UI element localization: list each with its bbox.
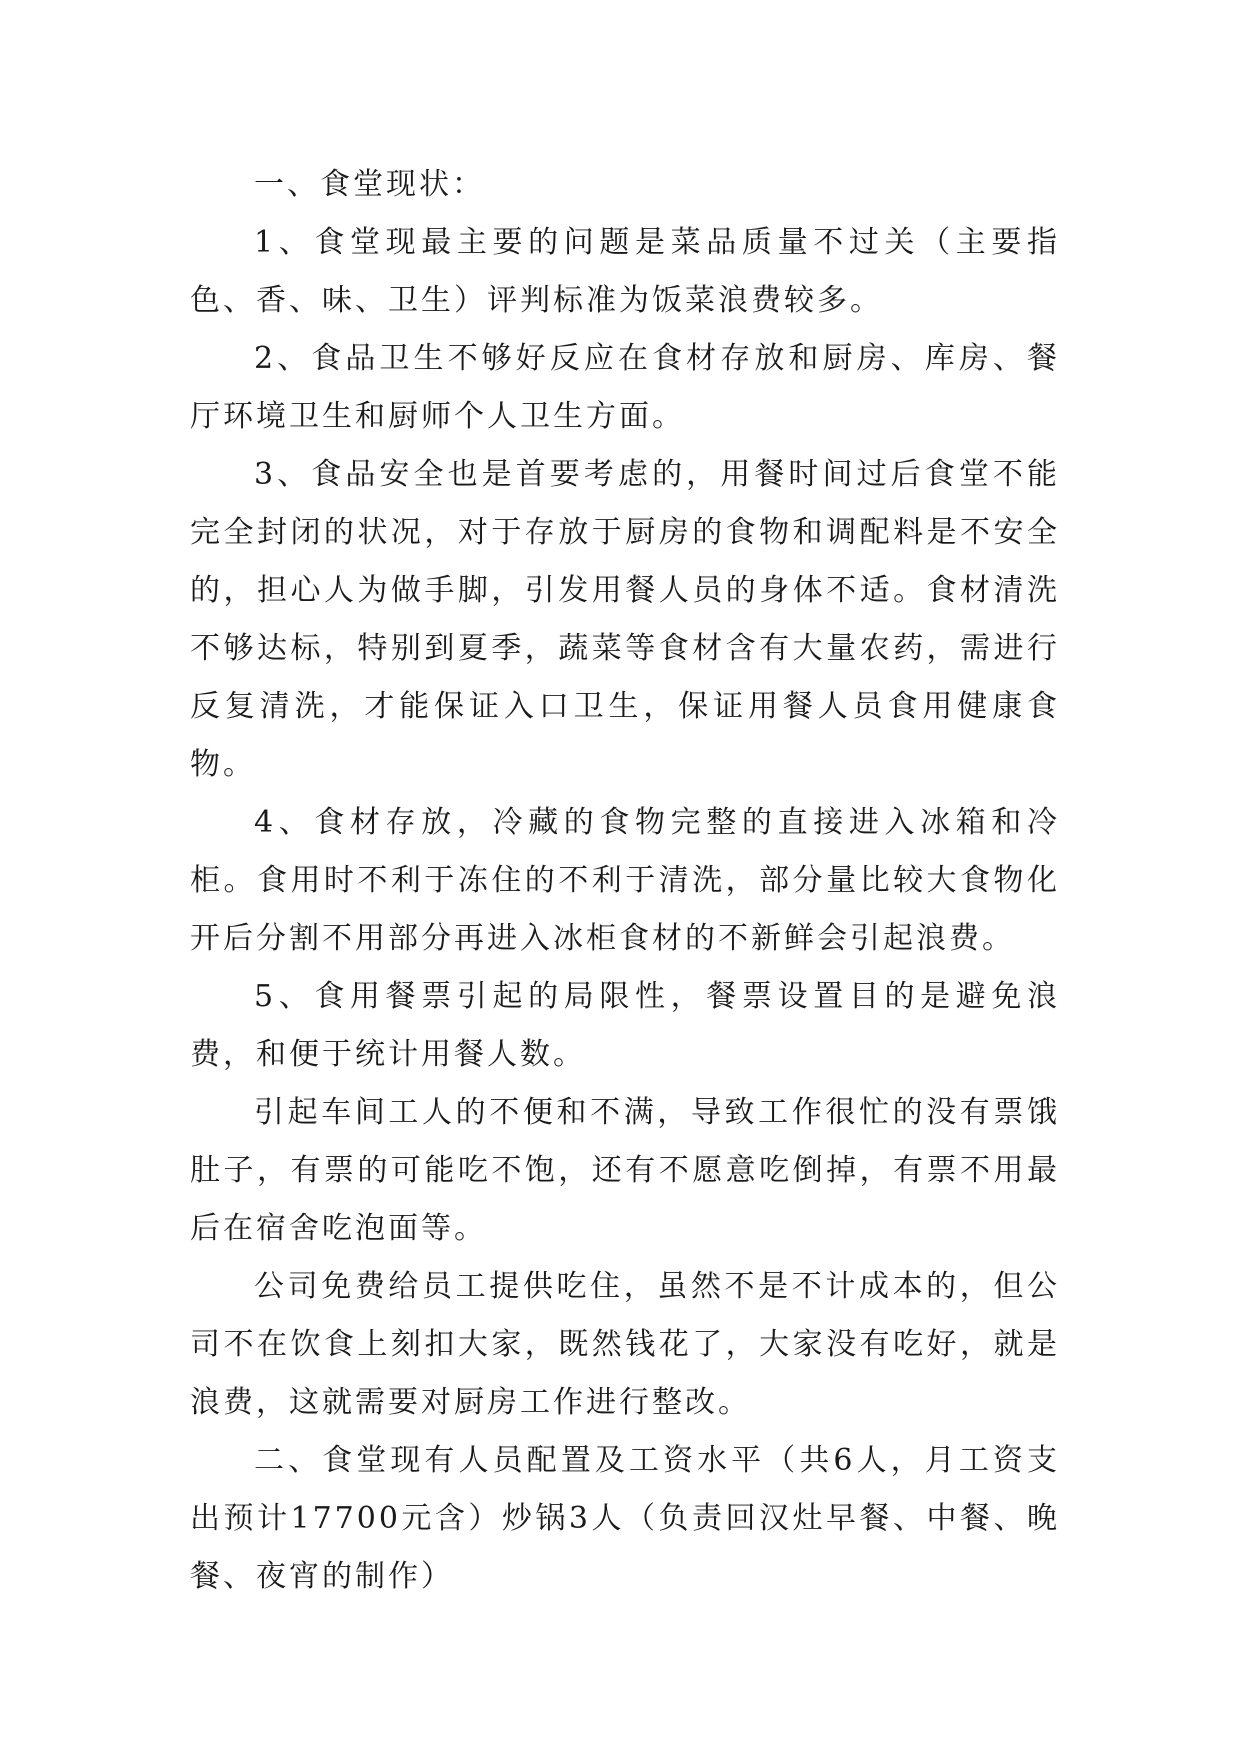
heading-canteen-status: 一、食堂现状：	[254, 167, 485, 202]
paragraph-item-4: 4、食材存放，冷藏的食物完整的直接进入冰箱和冷柜。食用时不利于冻住的不利于清洗，部分量比较大食物化开后分割不用部分再进入冰柜食材的不新鲜会引起浪费。	[190, 805, 1060, 956]
paragraph-item-2: 2、食品卫生不够好反应在食材存放和厨房、库房、餐厅环境卫生和厨师个人卫生方面。	[190, 341, 1060, 434]
document-body	[190, 156, 1060, 1606]
paragraph-item-1: 1、食堂现最主要的问题是菜品质量不过关（主要指色、香、味、卫生）评判标准为饭菜浪费较多。	[190, 225, 1060, 318]
paragraph-worker-complaints: 引起车间工人的不便和不满，导致工作很忙的没有票饿肚子，有票的可能吃不饱，还有不愿意吃倒掉，有票不用最后在宿舍吃泡面等。	[190, 1095, 1060, 1246]
paragraph-item-3: 3、食品安全也是首要考虑的，用餐时间过后食堂不能完全封闭的状况，对于存放于厨房的食物和调配料是不安全的，担心人为做手脚，引发用餐人员的身体不适。食材清洗不够达标，特别到夏季，蔬菜等食材含有大量农药，需进行反复清洗，才能保证入口卫生，保证用餐人员食用健康食物。	[190, 457, 1060, 782]
paragraph-company-policy: 公司免费给员工提供吃住，虽然不是不计成本的，但公司不在饮食上刻扣大家，既然钱花了，大家没有吃好，就是浪费，这就需要对厨房工作进行整改。	[190, 1269, 1060, 1420]
paragraph-item-5: 5、食用餐票引起的局限性，餐票设置目的是避免浪费，和便于统计用餐人数。	[190, 979, 1060, 1072]
heading-staffing-wages: 二、食堂现有人员配置及工资水平（共6人，月工资支出预计17700元含）炒锅3人（负责回汉灶早餐、中餐、晚餐、夜宵的制作）	[190, 1443, 1060, 1594]
